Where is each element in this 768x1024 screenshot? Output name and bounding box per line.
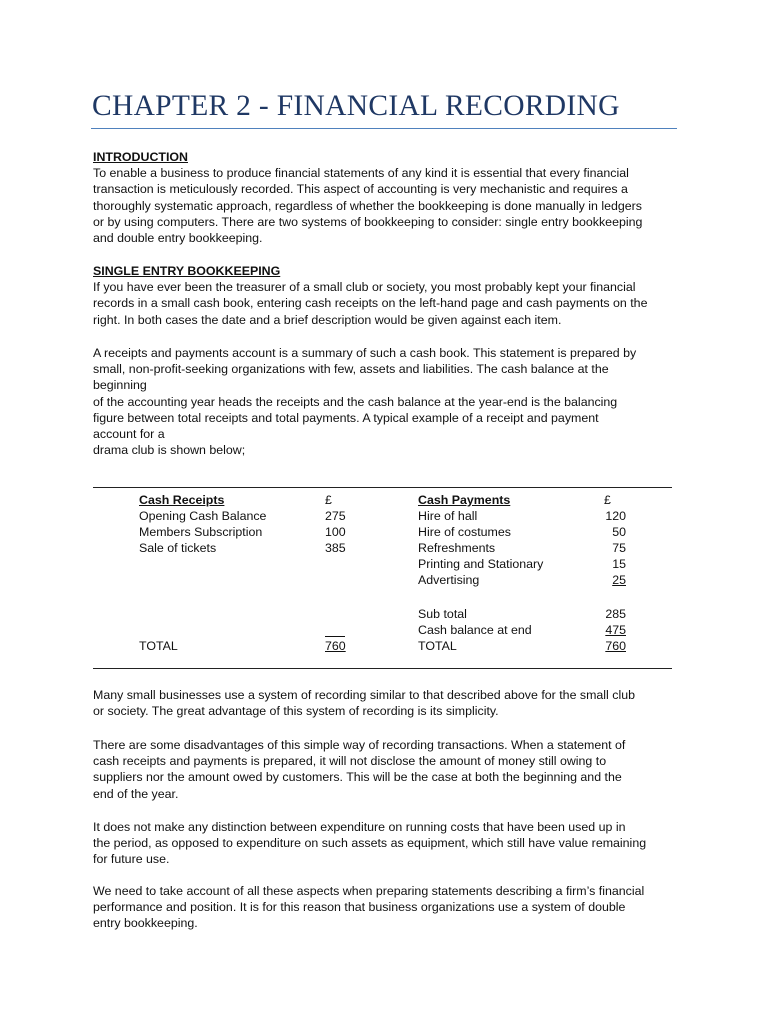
cash-receipts-header: Cash Receipts xyxy=(139,493,225,507)
receipt-amount: 385 xyxy=(325,541,346,555)
payments-total-amount: 760 xyxy=(605,639,626,653)
payment-label: Refreshments xyxy=(418,541,496,555)
single-entry-line: records in a small cash book, entering cash receipts on the left-hand page and cash payments on the xyxy=(93,296,648,311)
payments-total-label: TOTAL xyxy=(418,639,457,653)
receipts-total-label: TOTAL xyxy=(139,639,178,653)
paragraph-line: suppliers nor the amount owed by customers. This will be the case at both the beginning and the xyxy=(93,770,622,785)
intro-line: or by using computers. There are two systems of bookkeeping to consider: single entry bookkeeping xyxy=(93,214,643,229)
paragraph-line: A receipts and payments account is a summary of such a cash book. This statement is prepared by xyxy=(93,346,637,360)
paragraph-line: the period, as opposed to expenditure on such assets as equipment, which still have value remaining xyxy=(93,836,647,851)
paragraph-line: or society. The great advantage of this system of recording is its simplicity. xyxy=(93,704,499,719)
payments-currency: £ xyxy=(604,493,611,507)
single-entry-heading: SINGLE ENTRY BOOKKEEPING xyxy=(93,264,281,278)
simplicity-paragraph xyxy=(93,687,678,719)
paragraph-line: entry bookkeeping. xyxy=(93,916,198,931)
receipt-amount: 275 xyxy=(325,509,346,523)
intro-line: To enable a business to produce financial statements of any kind it is essential that every financial xyxy=(93,166,629,181)
subtotal-label: Sub total xyxy=(418,607,467,621)
intro-line: and double entry bookkeeping. xyxy=(93,230,263,245)
single-entry-section xyxy=(93,263,678,328)
introduction-heading: INTRODUCTION xyxy=(93,150,188,164)
paragraph-line: It does not make any distinction between expenditure on running costs that have been used up in xyxy=(93,820,626,834)
receipts-payments-paragraph xyxy=(93,345,678,458)
paragraph-line: Many small businesses use a system of recording similar to that described above for the small club xyxy=(93,688,635,702)
payment-label: Hire of costumes xyxy=(418,525,511,539)
payment-amount-underlined xyxy=(590,572,626,588)
cash-end-label: Cash balance at end xyxy=(418,623,532,637)
paragraph-line: for future use. xyxy=(93,852,170,867)
advertising-amount: 25 xyxy=(612,573,626,587)
subtotal-amount: 285 xyxy=(605,607,626,621)
intro-line: thoroughly systematic approach, regardless of whether the bookkeeping is done manually in ledgers xyxy=(93,198,642,213)
payment-amount: 15 xyxy=(612,557,626,571)
paragraph-line: small, non-profit-seeking organizations with few, assets and liabilities. The cash balance at the xyxy=(93,362,609,377)
single-entry-line: If you have ever been the treasurer of a small club or society, you most probably kept your financial xyxy=(93,280,636,295)
paragraph-line: There are some disadvantages of this simple way of recording transactions. When a statement of xyxy=(93,738,626,752)
chapter-title: CHAPTER 2 - FINANCIAL RECORDING xyxy=(92,90,620,122)
paragraph-line: drama club is shown below; xyxy=(93,443,246,458)
distinction-paragraph xyxy=(93,819,678,868)
double-entry-paragraph xyxy=(93,883,678,932)
table-top-rule xyxy=(93,487,672,488)
paragraph-line: cash receipts and payments is prepared, it will not disclose the amount of money still owing to xyxy=(93,754,607,769)
introduction-section xyxy=(93,149,678,246)
paragraph-line: performance and position. It is for this reason that business organizations use a system of double xyxy=(93,900,626,915)
payment-label: Printing and Stationary xyxy=(418,557,544,571)
single-entry-line: right. In both cases the date and a brief description would be given against each item. xyxy=(93,312,562,327)
paragraph-line: We need to take account of all these aspects when preparing statements describing a firm’s financial xyxy=(93,884,645,898)
paragraph-line: of the accounting year heads the receipts and the cash balance at the year-end is the balancing xyxy=(93,394,618,409)
receipts-currency: £ xyxy=(325,493,332,507)
payment-amount: 75 xyxy=(612,541,626,555)
receipts-total-amount: 760 xyxy=(325,639,346,653)
disadvantages-paragraph xyxy=(93,737,678,802)
intro-line: transaction is meticulously recorded. This aspect of accounting is very mechanistic and requires a xyxy=(93,182,628,197)
paragraph-line: beginning xyxy=(93,378,147,393)
payment-label: Hire of hall xyxy=(418,509,478,523)
receipt-label: Members Subscription xyxy=(139,525,263,539)
paragraph-line: account for a xyxy=(93,426,165,441)
payment-label: Advertising xyxy=(418,573,480,587)
receipt-label: Sale of tickets xyxy=(139,541,217,555)
receipt-label: Opening Cash Balance xyxy=(139,509,267,523)
receipt-amount: 100 xyxy=(325,525,346,539)
paragraph-line: figure between total receipts and total payments. A typical example of a receipt and payment xyxy=(93,410,599,425)
receipts-total-rule xyxy=(325,636,345,637)
paragraph-line: end of the year. xyxy=(93,786,179,801)
table-bottom-rule xyxy=(93,668,672,669)
cash-payments-header: Cash Payments xyxy=(418,493,511,507)
cash-end-amount: 475 xyxy=(605,623,626,637)
title-underline xyxy=(91,128,677,129)
payment-amount: 120 xyxy=(605,509,626,523)
payment-amount: 50 xyxy=(612,525,626,539)
